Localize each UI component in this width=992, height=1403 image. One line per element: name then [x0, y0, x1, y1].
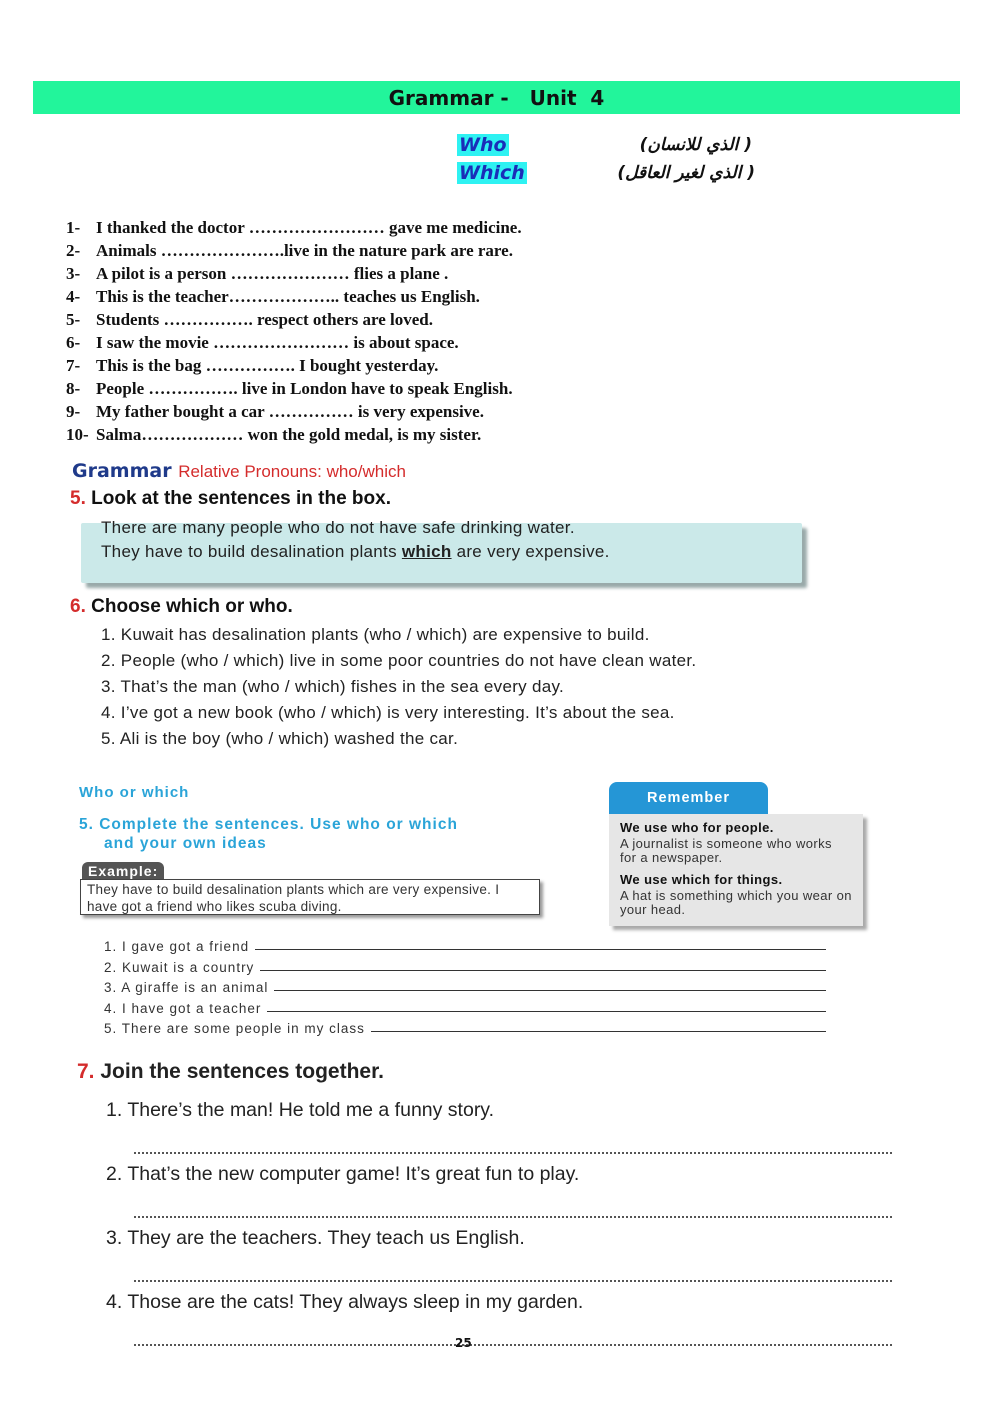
answer-dotted-line[interactable] [134, 1142, 892, 1154]
list-item: 6- I saw the movie …………………… is about space. [66, 333, 459, 352]
answer-line[interactable] [267, 1011, 826, 1012]
list-item: 3. A giraffe is an animal [104, 975, 826, 995]
join-item-2: 2. That’s the new computer game! It’s great fun to play. [106, 1163, 580, 1185]
list-item: 1. Kuwait has desalination plants (who / which) are expensive to build. [101, 625, 650, 644]
who-or-which-title: Who or which [79, 784, 190, 801]
remember-rule-who: We use who for people. [620, 820, 774, 835]
list-item: 3. That’s the man (who / which) fishes in the sea every day. [101, 677, 565, 696]
which-keyword: Which [459, 162, 525, 184]
list-item: 5- Students ……………. respect others are loved. [66, 310, 433, 329]
join-item-1: 1. There’s the man! He told me a funny story. [106, 1099, 495, 1121]
complete-sentences-list [104, 934, 826, 1036]
list-item: 4. I’ve got a new book (who / which) is very interesting. It’s about the sea. [101, 703, 675, 722]
remember-box [609, 814, 863, 926]
list-item: 5. Ali is the boy (who / which) washed the car. [101, 729, 459, 748]
join-item-3: 3. They are the teachers. They teach us English. [106, 1227, 525, 1249]
question-5-heading: 5. Look at the sentences in the box. [70, 488, 391, 509]
remember-rule-which: We use which for things. [620, 872, 783, 887]
remember-example-which: A hat is something which you wear on your head. [620, 888, 852, 917]
answer-line[interactable] [274, 990, 826, 991]
answer-dotted-line[interactable] [134, 1334, 892, 1346]
list-item: 1. I gave got a friend [104, 934, 826, 954]
answer-line[interactable] [260, 970, 826, 971]
which-arabic: ( الذي لغير العاقل) [617, 163, 755, 183]
list-item: 10- Salma……………… won the gold medal, is my sister. [66, 425, 482, 444]
page-title: Grammar - Unit 4 [33, 81, 960, 114]
grammar-heading: Grammar Relative Pronouns: who/which [72, 460, 406, 482]
answer-dotted-line[interactable] [134, 1206, 892, 1218]
grammar-subtitle: Relative Pronouns: who/which [178, 462, 406, 481]
example-label: Example: [82, 862, 164, 880]
question-7-heading: 7. Join the sentences together. [77, 1060, 384, 1083]
box-sentence-1: There are many people who do not have safe drinking water. [101, 518, 575, 537]
list-item: 8- People ……………. live in London have to speak English. [66, 379, 513, 398]
list-item: 1- I thanked the doctor …………………… gave me medicine. [66, 218, 522, 237]
exercise-6-list [101, 622, 696, 752]
list-item: 4. I have got a teacher [104, 995, 826, 1015]
remember-example-who: A journalist is someone who works for a newspaper. [620, 836, 832, 865]
answer-dotted-line[interactable] [134, 1270, 892, 1282]
exercise-1-list [66, 216, 666, 446]
who-keyword: Who [459, 134, 507, 156]
example-box: They have to build desalination plants which are very expensive. I have got a friend who likes scuba diving. [80, 879, 540, 915]
list-item: 9- My father bought a car …………… is very expensive. [66, 402, 484, 421]
list-item: 2- Animals ………………….live in the nature park are rare. [66, 241, 513, 260]
join-item-4: 4. Those are the cats! They always sleep in my garden. [106, 1291, 584, 1313]
complete-sentences-heading: 5. Complete the sentences. Use who or which and your own ideas [79, 816, 458, 852]
list-item: 2. Kuwait is a country [104, 954, 826, 974]
who-arabic: ( الذي للانسان) [639, 135, 752, 155]
question-6-heading: 6. Choose which or who. [70, 596, 293, 617]
list-item: 7- This is the bag ……………. I bought yesterday. [66, 356, 439, 375]
list-item: 3- A pilot is a person ………………… flies a plane . [66, 264, 449, 283]
page-number: 25 [455, 1336, 472, 1350]
remember-tab: Remember [609, 782, 768, 814]
list-item: 5. There are some people in my class [104, 1016, 826, 1036]
list-item: 4- This is the teacher……………….. teaches us English. [66, 287, 480, 306]
box-sentence-2: They have to build desalination plants which are very expensive. [101, 542, 610, 561]
answer-line[interactable] [255, 949, 826, 950]
list-item: 2. People (who / which) live in some poor countries do not have clean water. [101, 651, 697, 670]
answer-line[interactable] [371, 1031, 826, 1032]
legend-which [457, 160, 527, 186]
legend-who [457, 132, 509, 158]
